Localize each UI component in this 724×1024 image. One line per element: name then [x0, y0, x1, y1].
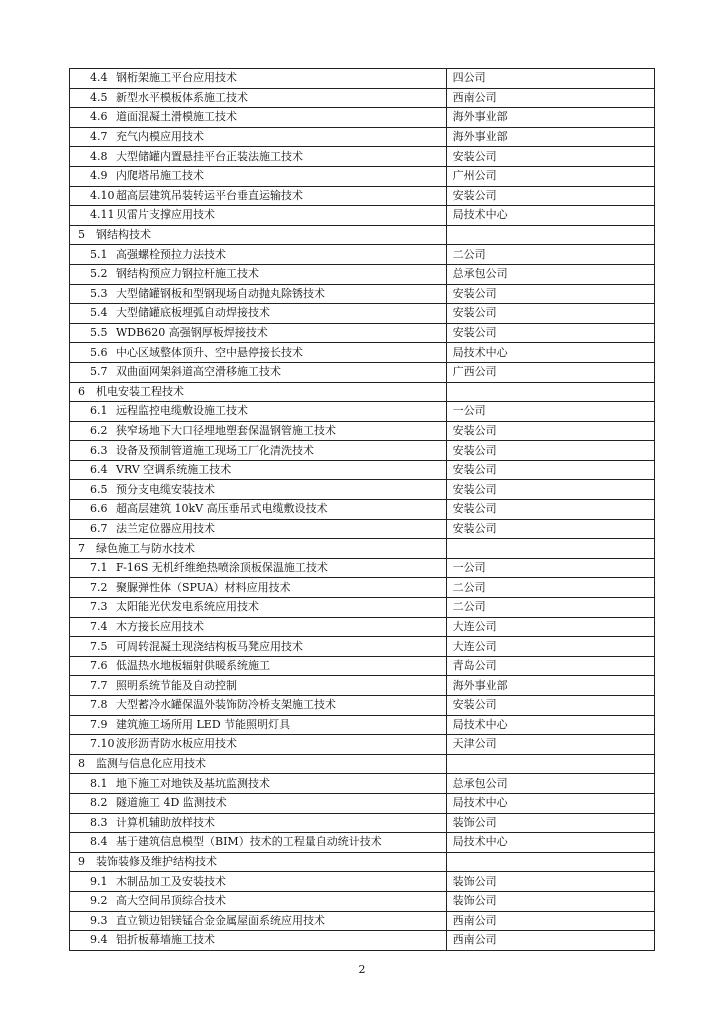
technology-name-cell — [70, 774, 447, 794]
technology-name: 预分支电缆安装技术 — [116, 482, 215, 496]
table-row — [70, 402, 655, 422]
technology-name: 绿色施工与防水技术 — [96, 541, 195, 555]
table-row — [70, 480, 655, 500]
technology-name: 超高层建筑 10kV 高压垂吊式电缆敷设技术 — [116, 502, 328, 516]
responsible-unit-cell: 海外事业部 — [446, 108, 654, 128]
item-number: 6.6 — [90, 502, 108, 516]
technology-name-cell — [70, 343, 447, 363]
technology-name-cell — [70, 480, 447, 500]
table-row — [70, 127, 655, 147]
item-number: 8.1 — [90, 776, 108, 790]
responsible-unit-cell: 总承包公司 — [446, 264, 654, 284]
item-number: 6.7 — [90, 521, 108, 535]
technology-name-cell — [70, 500, 447, 520]
table-row — [70, 460, 655, 480]
technology-name: 超高层建筑吊装转运平台垂直运输技术 — [116, 188, 303, 202]
technology-name: 高强螺栓预拉力法技术 — [116, 247, 226, 261]
table-row — [70, 166, 655, 186]
technology-name-cell — [70, 891, 447, 911]
table-row — [70, 656, 655, 676]
technology-name-cell — [70, 833, 447, 853]
item-number: 7.8 — [90, 698, 108, 712]
responsible-unit-cell: 天津公司 — [446, 735, 654, 755]
table-row — [70, 696, 655, 716]
item-number: 6.4 — [90, 463, 108, 477]
table-row — [70, 891, 655, 911]
item-number: 5.1 — [90, 247, 108, 261]
technology-name: WDB620 高强钢厚板焊接技术 — [116, 326, 268, 340]
item-number: 8.3 — [90, 815, 108, 829]
technology-name: 钢结构预应力钢拉杆施工技术 — [116, 267, 259, 281]
responsible-unit-cell: 安装公司 — [446, 147, 654, 167]
responsible-unit-cell: 安装公司 — [446, 480, 654, 500]
item-number: 7.2 — [90, 580, 108, 594]
technology-name: 双曲面网架斜道高空滑移施工技术 — [116, 365, 281, 379]
technology-name-cell — [70, 696, 447, 716]
table-row — [70, 598, 655, 618]
section-row — [70, 382, 655, 402]
technology-name: 建筑施工场所用 LED 节能照明灯具 — [116, 717, 291, 731]
technology-name: 高大空间吊顶综合技术 — [116, 894, 226, 908]
section-row — [70, 225, 655, 245]
technology-name-cell — [70, 735, 447, 755]
table-row — [70, 88, 655, 108]
item-number: 5.3 — [90, 286, 108, 300]
responsible-unit-cell: 安装公司 — [446, 460, 654, 480]
technology-name: 新型水平模板体系施工技术 — [116, 90, 248, 104]
item-number: 4.8 — [90, 149, 108, 163]
responsible-unit-cell: 海外事业部 — [446, 127, 654, 147]
table-row — [70, 676, 655, 696]
table-row — [70, 833, 655, 853]
item-number: 4.9 — [90, 169, 108, 183]
technology-name-cell — [70, 186, 447, 206]
table-row — [70, 206, 655, 226]
item-number: 7.4 — [90, 619, 108, 633]
technology-name-cell — [70, 225, 447, 245]
item-number: 4.10 — [90, 188, 115, 202]
technology-name-cell — [70, 127, 447, 147]
responsible-unit-cell: 安装公司 — [446, 441, 654, 461]
technology-name-cell — [70, 715, 447, 735]
technology-name-cell — [70, 852, 447, 872]
item-number: 9 — [78, 855, 85, 869]
section-row — [70, 852, 655, 872]
responsible-unit-cell — [446, 225, 654, 245]
technology-name-cell — [70, 206, 447, 226]
technology-name-cell — [70, 88, 447, 108]
technology-name: 狭窄场地下大口径埋地塑套保温钢管施工技术 — [116, 423, 336, 437]
responsible-unit-cell: 西南公司 — [446, 88, 654, 108]
table-body — [70, 69, 655, 951]
table-row — [70, 519, 655, 539]
technology-name: 基于建筑信息模型（BIM）技术的工程量自动统计技术 — [116, 835, 382, 849]
table-row — [70, 343, 655, 363]
item-number: 6.3 — [90, 443, 108, 457]
table-row — [70, 558, 655, 578]
technology-name-cell — [70, 558, 447, 578]
table-row — [70, 735, 655, 755]
responsible-unit-cell: 局技术中心 — [446, 793, 654, 813]
table-row — [70, 911, 655, 931]
item-number: 5.2 — [90, 267, 108, 281]
technology-name: 装饰装修及维护结构技术 — [96, 855, 217, 869]
responsible-unit-cell — [446, 382, 654, 402]
technology-name-cell — [70, 578, 447, 598]
technology-name-cell — [70, 813, 447, 833]
item-number: 9.1 — [90, 874, 108, 888]
responsible-unit-cell: 四公司 — [446, 69, 654, 89]
technology-name: 可周转混凝土现浇结构板马凳应用技术 — [116, 639, 303, 653]
responsible-unit-cell: 安装公司 — [446, 421, 654, 441]
table-row — [70, 245, 655, 265]
technology-name-cell — [70, 598, 447, 618]
responsible-unit-cell: 二公司 — [446, 578, 654, 598]
table-row — [70, 147, 655, 167]
section-row — [70, 539, 655, 559]
table-row — [70, 774, 655, 794]
technology-name-cell — [70, 676, 447, 696]
table-row — [70, 304, 655, 324]
responsible-unit-cell: 局技术中心 — [446, 833, 654, 853]
technology-name: 远程监控电缆敷设施工技术 — [116, 404, 248, 418]
table-row — [70, 186, 655, 206]
technology-name: 隧道施工 4D 监测技术 — [116, 796, 227, 810]
technology-name-cell — [70, 754, 447, 774]
technology-name: 机电安装工程技术 — [96, 384, 184, 398]
responsible-unit-cell: 二公司 — [446, 598, 654, 618]
table-row — [70, 931, 655, 951]
technology-name: 木方接长应用技术 — [116, 619, 204, 633]
item-number: 4.7 — [90, 130, 108, 144]
item-number: 6 — [78, 384, 85, 398]
item-number: 7.10 — [90, 737, 115, 751]
technology-name-cell — [70, 108, 447, 128]
technology-name: 木制品加工及安装技术 — [116, 874, 226, 888]
technology-name-cell — [70, 637, 447, 657]
responsible-unit-cell: 安装公司 — [446, 284, 654, 304]
technology-name-cell — [70, 304, 447, 324]
technology-name: 设备及预制管道施工现场工厂化清洗技术 — [116, 443, 314, 457]
technology-name-cell — [70, 793, 447, 813]
item-number: 5 — [78, 228, 85, 242]
technology-name: 计算机辅助放样技术 — [116, 815, 215, 829]
technology-name-cell — [70, 323, 447, 343]
technology-name: 道面混凝土滑模施工技术 — [116, 110, 237, 124]
table-row — [70, 793, 655, 813]
technology-name: 法兰定位器应用技术 — [116, 521, 215, 535]
responsible-unit-cell: 一公司 — [446, 402, 654, 422]
table-row — [70, 500, 655, 520]
technology-name: 大型蓄冷水罐保温外装饰防冷桥支架施工技术 — [116, 698, 336, 712]
technology-name: 波形沥青防水板应用技术 — [116, 737, 237, 751]
technology-name: 铝折板幕墙施工技术 — [116, 933, 215, 947]
item-number: 4.6 — [90, 110, 108, 124]
technology-name-cell — [70, 911, 447, 931]
table-row — [70, 441, 655, 461]
technology-table — [69, 68, 655, 951]
table-row — [70, 715, 655, 735]
technology-name-cell — [70, 402, 447, 422]
item-number: 5.5 — [90, 326, 108, 340]
responsible-unit-cell: 安装公司 — [446, 696, 654, 716]
item-number: 6.1 — [90, 404, 108, 418]
table-row — [70, 69, 655, 89]
responsible-unit-cell: 装饰公司 — [446, 891, 654, 911]
technology-name: 低温热水地板辐射供暖系统施工 — [116, 659, 270, 673]
responsible-unit-cell: 装饰公司 — [446, 872, 654, 892]
responsible-unit-cell: 海外事业部 — [446, 676, 654, 696]
technology-name-cell — [70, 284, 447, 304]
technology-name: 中心区域整体顶升、空中悬停接长技术 — [116, 345, 303, 359]
table-row — [70, 264, 655, 284]
item-number: 4.11 — [90, 208, 115, 222]
technology-name-cell — [70, 147, 447, 167]
table-row — [70, 578, 655, 598]
technology-name-cell — [70, 872, 447, 892]
technology-name: 充气内模应用技术 — [116, 130, 204, 144]
technology-name: 直立锁边铝镁锰合金金属屋面系统应用技术 — [116, 913, 325, 927]
technology-name-cell — [70, 264, 447, 284]
page-number: 2 — [358, 963, 366, 976]
responsible-unit-cell: 安装公司 — [446, 304, 654, 324]
item-number: 7.9 — [90, 717, 108, 731]
item-number: 5.4 — [90, 306, 108, 320]
responsible-unit-cell: 装饰公司 — [446, 813, 654, 833]
item-number: 6.2 — [90, 423, 108, 437]
responsible-unit-cell: 大连公司 — [446, 617, 654, 637]
technology-name-cell — [70, 166, 447, 186]
item-number: 7.5 — [90, 639, 108, 653]
responsible-unit-cell: 安装公司 — [446, 500, 654, 520]
technology-name: 大型储罐钢板和型钢现场自动抛丸除锈技术 — [116, 286, 325, 300]
technology-name-cell — [70, 931, 447, 951]
technology-name-cell — [70, 362, 447, 382]
technology-name: 大型储罐底板埋弧自动焊接技术 — [116, 306, 270, 320]
item-number: 7.3 — [90, 600, 108, 614]
responsible-unit-cell: 西南公司 — [446, 931, 654, 951]
responsible-unit-cell: 大连公司 — [446, 637, 654, 657]
technology-name: F-16S 无机纤维绝热喷涂顶板保温施工技术 — [116, 561, 328, 575]
technology-name-cell — [70, 519, 447, 539]
item-number: 7.6 — [90, 659, 108, 673]
item-number: 8 — [78, 757, 85, 771]
technology-name-cell — [70, 69, 447, 89]
responsible-unit-cell: 二公司 — [446, 245, 654, 265]
responsible-unit-cell: 安装公司 — [446, 519, 654, 539]
item-number: 6.5 — [90, 482, 108, 496]
technology-name-cell — [70, 382, 447, 402]
responsible-unit-cell: 总承包公司 — [446, 774, 654, 794]
item-number: 7.7 — [90, 678, 108, 692]
responsible-unit-cell: 局技术中心 — [446, 206, 654, 226]
technology-name: 地下施工对地铁及基坑监测技术 — [116, 776, 270, 790]
technology-name-cell — [70, 539, 447, 559]
technology-name-cell — [70, 421, 447, 441]
item-number: 4.5 — [90, 90, 108, 104]
item-number: 8.4 — [90, 835, 108, 849]
table-row — [70, 813, 655, 833]
table-row — [70, 421, 655, 441]
responsible-unit-cell: 青岛公司 — [446, 656, 654, 676]
responsible-unit-cell: 广西公司 — [446, 362, 654, 382]
item-number: 9.4 — [90, 933, 108, 947]
responsible-unit-cell: 西南公司 — [446, 911, 654, 931]
section-row — [70, 754, 655, 774]
table-row — [70, 362, 655, 382]
technology-name: 大型储罐内置悬挂平台正装法施工技术 — [116, 149, 303, 163]
responsible-unit-cell: 局技术中心 — [446, 715, 654, 735]
technology-name: VRV 空调系统施工技术 — [116, 463, 232, 477]
table-row — [70, 108, 655, 128]
responsible-unit-cell: 局技术中心 — [446, 343, 654, 363]
table-row — [70, 872, 655, 892]
technology-name-cell — [70, 656, 447, 676]
item-number: 4.4 — [90, 71, 108, 85]
item-number: 5.7 — [90, 365, 108, 379]
technology-name-cell — [70, 441, 447, 461]
responsible-unit-cell: 安装公司 — [446, 186, 654, 206]
item-number: 9.2 — [90, 894, 108, 908]
technology-name: 太阳能光伏发电系统应用技术 — [116, 600, 259, 614]
responsible-unit-cell — [446, 754, 654, 774]
technology-name: 监测与信息化应用技术 — [96, 757, 206, 771]
technology-name-cell — [70, 245, 447, 265]
item-number: 7 — [78, 541, 85, 555]
technology-name: 内爬塔吊施工技术 — [116, 169, 204, 183]
technology-name: 钢桁架施工平台应用技术 — [116, 71, 237, 85]
technology-name: 聚脲弹性体（SPUA）材料应用技术 — [116, 580, 291, 594]
table-row — [70, 323, 655, 343]
item-number: 7.1 — [90, 561, 108, 575]
responsible-unit-cell: 一公司 — [446, 558, 654, 578]
technology-name-cell — [70, 460, 447, 480]
table-row — [70, 284, 655, 304]
responsible-unit-cell — [446, 539, 654, 559]
responsible-unit-cell — [446, 852, 654, 872]
item-number: 5.6 — [90, 345, 108, 359]
responsible-unit-cell: 广州公司 — [446, 166, 654, 186]
responsible-unit-cell: 安装公司 — [446, 323, 654, 343]
table-row — [70, 617, 655, 637]
item-number: 8.2 — [90, 796, 108, 810]
item-number: 9.3 — [90, 913, 108, 927]
table-row — [70, 637, 655, 657]
technology-name: 照明系统节能及自动控制 — [116, 678, 237, 692]
technology-name: 贝雷片支撑应用技术 — [116, 208, 215, 222]
technology-name-cell — [70, 617, 447, 637]
technology-name: 钢结构技术 — [96, 228, 151, 242]
